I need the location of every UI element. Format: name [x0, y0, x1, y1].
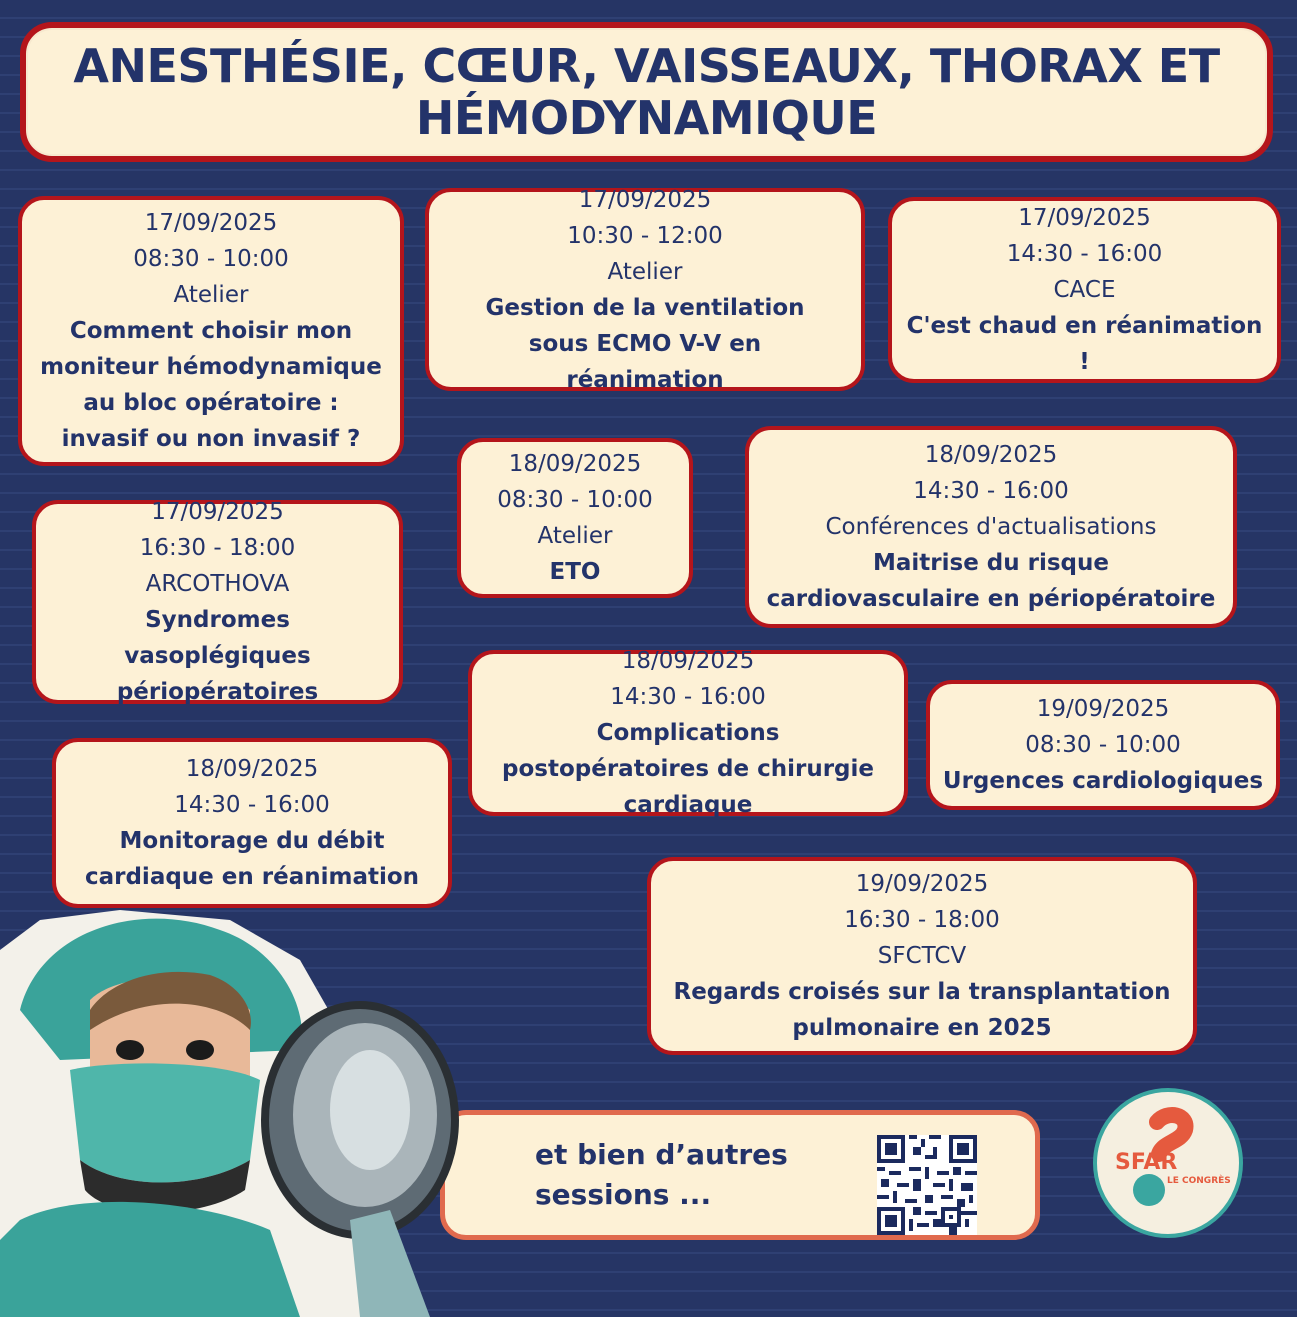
- session-title: Urgences cardiologiques: [942, 768, 1264, 794]
- session-title: Monitorage du débit cardiaque en réanimation: [84, 828, 420, 890]
- session-card: [468, 650, 908, 816]
- session-title: Maitrise du risque cardiovasculaire en périopératoire: [766, 550, 1216, 612]
- clinician-illustration-icon: [0, 890, 480, 1317]
- session-kind: ARCOTHOVA: [145, 571, 290, 597]
- session-date: 18/09/2025: [185, 756, 319, 782]
- session-card: [888, 197, 1281, 383]
- session-kind: Atelier: [173, 282, 249, 308]
- session-title: Gestion de la ventilation sous ECMO V-V en réanimation: [485, 294, 805, 393]
- session-date: 19/09/2025: [1036, 696, 1170, 722]
- session-card: [647, 857, 1197, 1055]
- session-kind: CACE: [1053, 277, 1116, 303]
- session-title: Syndromes vasoplégiques périopératoires: [116, 607, 319, 705]
- session-kind: Conférences d'actualisations: [825, 514, 1157, 540]
- session-date: 17/09/2025: [151, 499, 284, 525]
- session-time: 08:30 - 10:00: [497, 487, 653, 513]
- session-card: [425, 188, 865, 391]
- logo-name: SFAR: [1115, 1150, 1178, 1175]
- session-time: 14:30 - 16:00: [1006, 241, 1163, 267]
- page-title: ANESTHÉSIE, CŒUR, VAISSEAUX, THORAX ET HÉMODYNAMIQUE: [73, 39, 1220, 145]
- session-card: [745, 426, 1237, 628]
- session-card: [32, 500, 403, 704]
- session-time: 10:30 - 12:00: [567, 222, 723, 249]
- logo-subtitle: LE CONGRÈS: [1167, 1176, 1231, 1186]
- sfar-logo: [1093, 1088, 1243, 1238]
- qr-code-icon[interactable]: [877, 1135, 977, 1235]
- session-kind: Atelier: [537, 523, 613, 549]
- session-time: 14:30 - 16:00: [913, 478, 1069, 504]
- session-date: 18/09/2025: [924, 442, 1058, 468]
- session-card: [457, 438, 693, 598]
- session-title: Regards croisés sur la transplantation pulmonaire en 2025: [673, 979, 1171, 1041]
- session-time: 14:30 - 16:00: [174, 792, 330, 818]
- session-time: 14:30 - 16:00: [610, 684, 766, 710]
- title-banner: [20, 22, 1273, 162]
- session-time: 16:30 - 18:00: [139, 535, 296, 561]
- session-title: ETO: [549, 559, 601, 585]
- session-title: Comment choisir mon moniteur hémodynamique au bloc opératoire : invasif ou non invasif ?: [40, 318, 382, 452]
- session-card: [926, 680, 1280, 810]
- session-time: 16:30 - 18:00: [844, 907, 1000, 933]
- session-time: 08:30 - 10:00: [1025, 732, 1181, 758]
- session-kind: SFCTCV: [877, 943, 967, 969]
- session-date: 18/09/2025: [621, 648, 755, 674]
- session-date: 17/09/2025: [144, 210, 278, 236]
- session-kind: Atelier: [607, 258, 683, 285]
- session-card: [52, 738, 452, 908]
- session-date: 18/09/2025: [508, 451, 642, 477]
- more-sessions-box: [440, 1110, 1040, 1240]
- session-card: [18, 196, 404, 466]
- session-date: 17/09/2025: [1018, 205, 1151, 231]
- session-date: 17/09/2025: [578, 186, 712, 213]
- session-title: Complications postopératoires de chirurgie cardiaque: [502, 720, 874, 818]
- more-line-1: et bien d’autres: [535, 1138, 788, 1171]
- more-sessions-text: [535, 1135, 788, 1215]
- session-date: 19/09/2025: [855, 871, 989, 897]
- more-line-2: sessions ...: [535, 1178, 712, 1211]
- session-time: 08:30 - 10:00: [133, 246, 289, 272]
- session-title: C'est chaud en réanimation !: [906, 313, 1263, 375]
